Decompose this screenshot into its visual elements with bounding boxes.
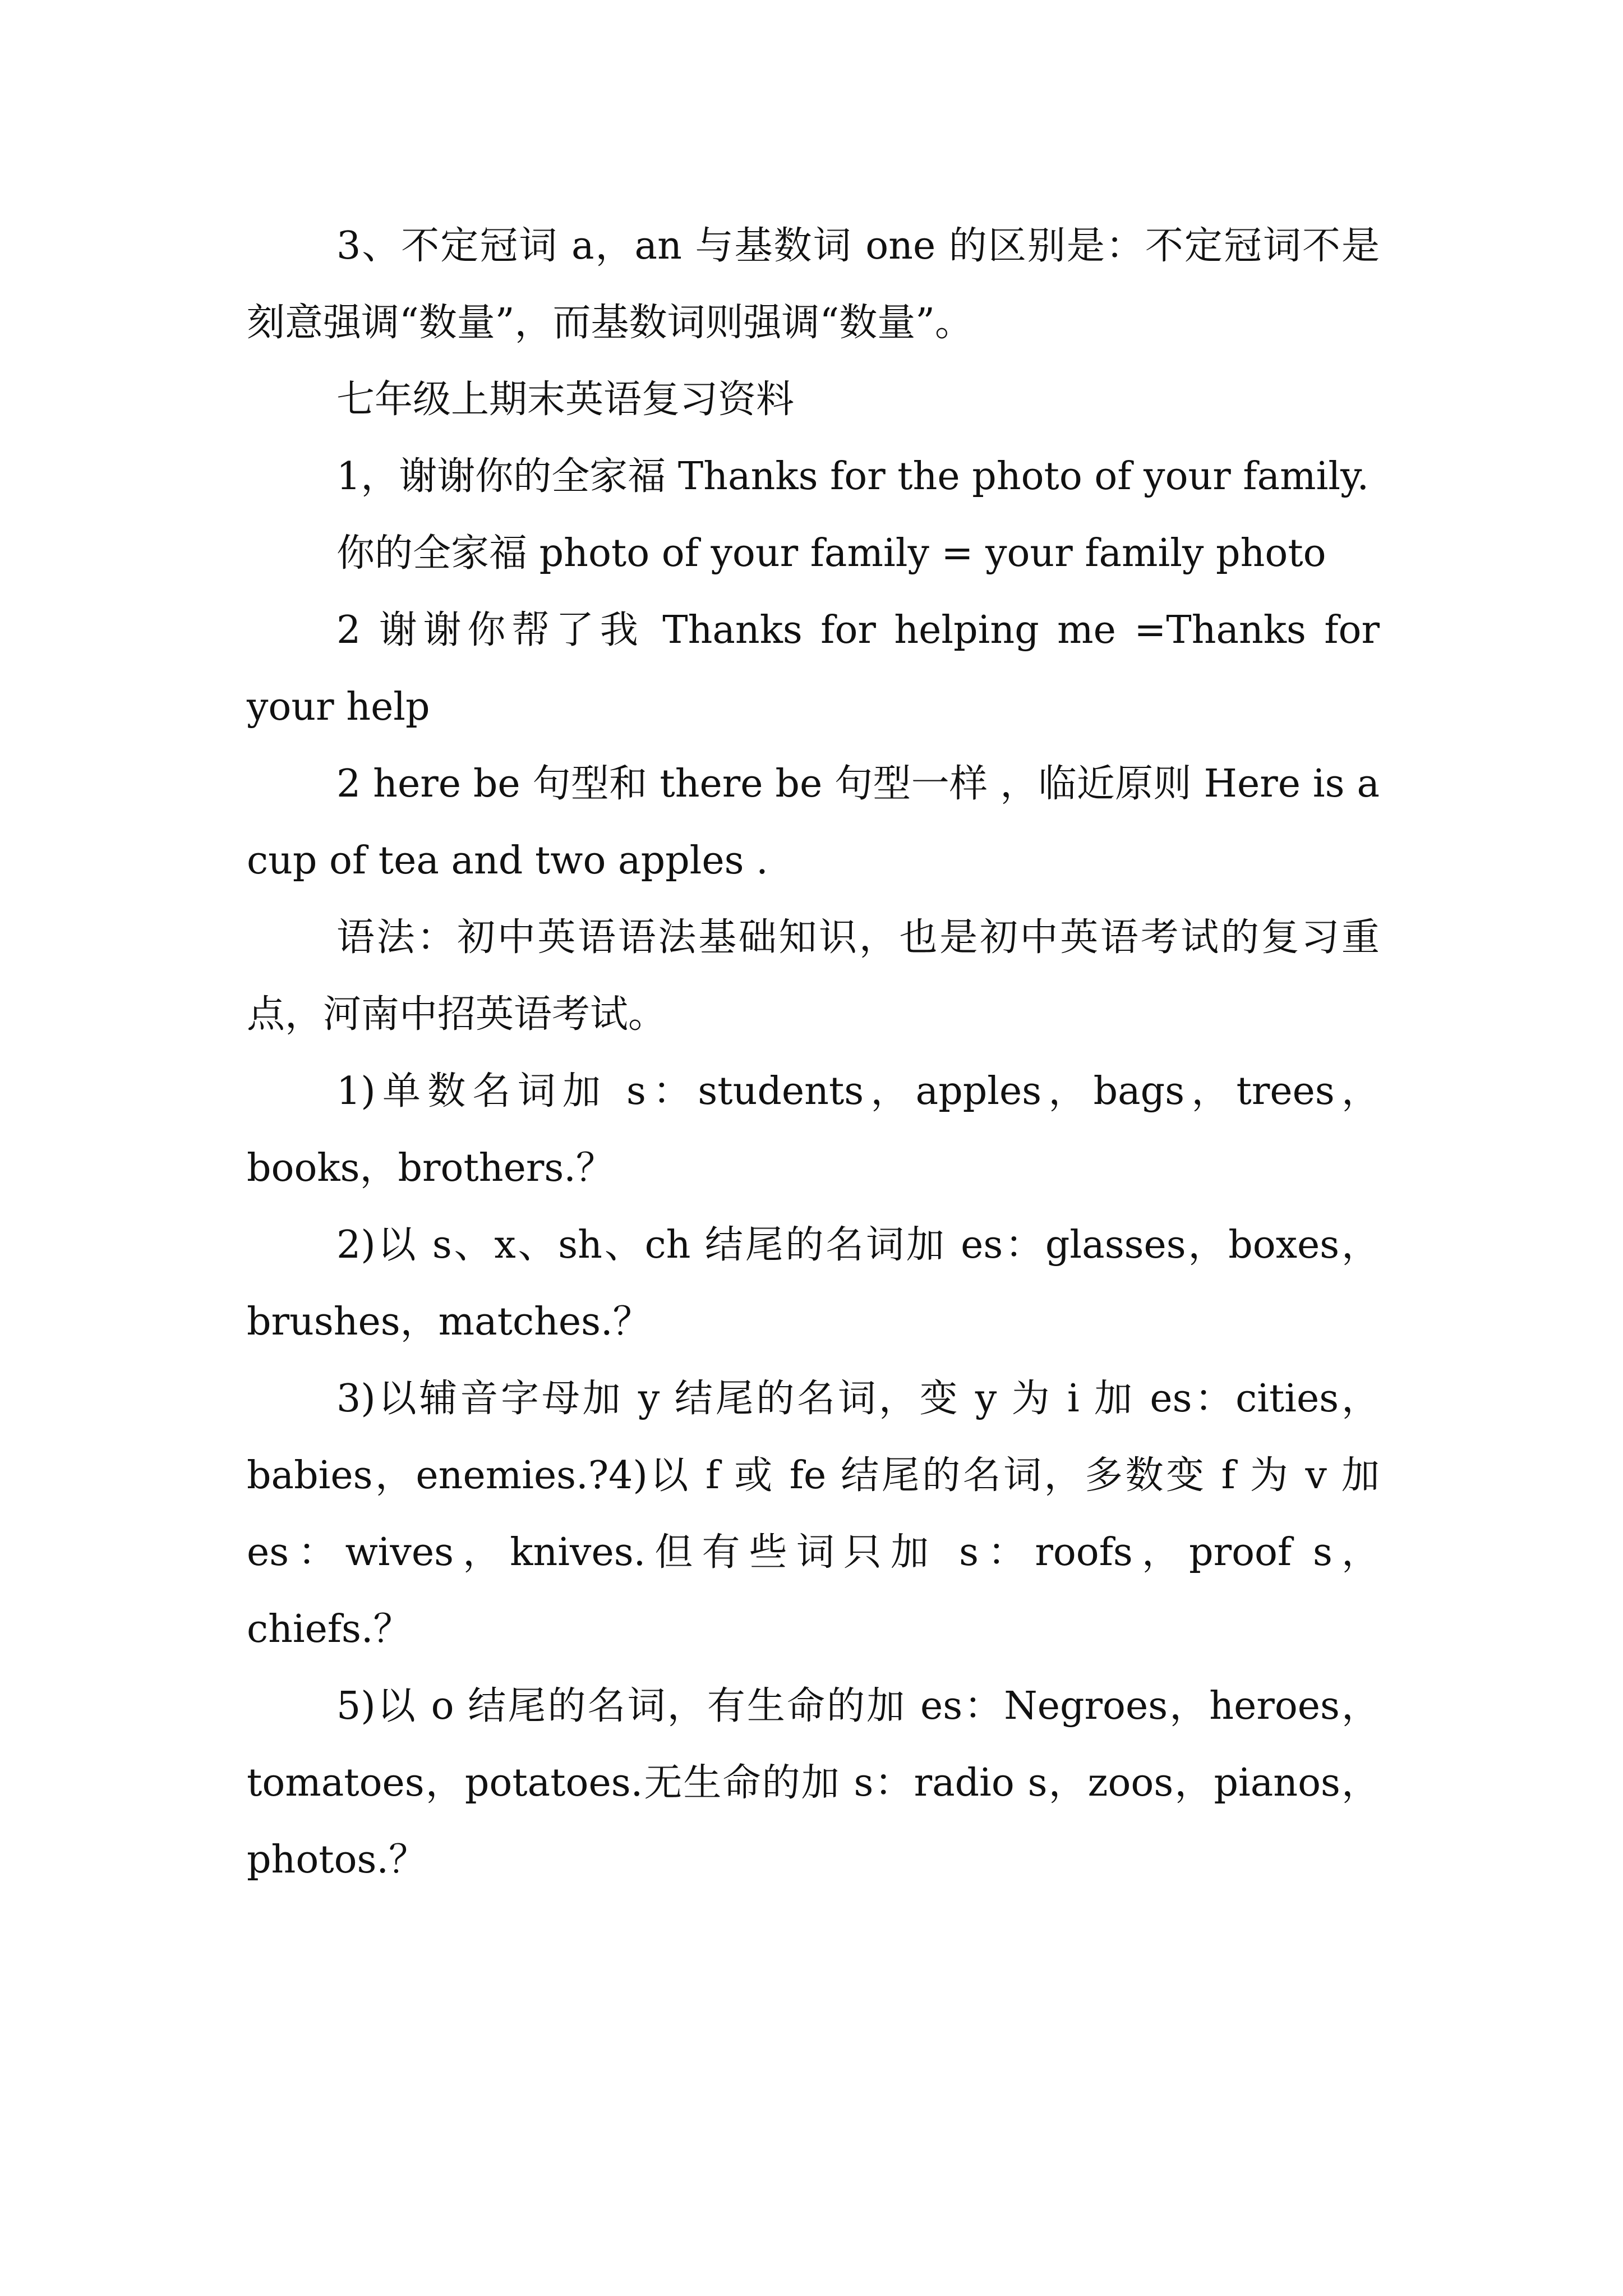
paragraph-item-2-thanks: 2 谢谢你帮了我 Thanks for helping me =Thanks for your help — [247, 608, 1380, 729]
paragraph-article-note: 3、不定冠词 a，an 与基数词 one 的区别是：不定冠词不是刻意强调“数量”，而基数词则强调“数量”。 — [247, 224, 1380, 345]
paragraph-grammar-intro: 语法：初中英语语法基础知识，也是初中英语考试的复习重点，河南中招英语考试。 — [247, 915, 1380, 1037]
paragraph-item-1: 1，谢谢你的全家福 Thanks for the photo of your family. — [336, 454, 1370, 499]
paragraph-plural-rule-1: 1)单数名词加 s：students，apples，bags，trees，books，brothers.？ — [247, 1069, 1380, 1190]
paragraph-plural-rule-5: 5)以 o 结尾的名词，有生命的加 es：Negroes，heroes，tomatoes，potatoes.无生命的加 s：radio s，zoos，pianos，photos.？ — [247, 1684, 1380, 1882]
paragraph-plural-rule-2: 2)以 s、x、sh、ch 结尾的名词加 es：glasses，boxes，brushes，matches.？ — [247, 1223, 1380, 1344]
paragraph-section-title: 七年级上期末英语复习资料 — [336, 378, 795, 422]
paragraph-item-2-here-be: 2 here be 句型和 there be 句型一样 ，临近原则 Here is a cup of tea and two apples . — [247, 762, 1380, 883]
paragraph-family-photo: 你的全家福 photo of your family = your family photo — [336, 531, 1326, 576]
paragraph-plural-rule-3-4: 3)以辅音字母加 y 结尾的名词，变 y 为 i 加 es：cities，babies，enemies.?4)以 f 或 fe 结尾的名词，多数变 f 为 v 加 es：wives，knives.但有些词只加 s：roofs，proof s，chiefs.？ — [247, 1377, 1380, 1651]
document-body — [247, 208, 1380, 1898]
